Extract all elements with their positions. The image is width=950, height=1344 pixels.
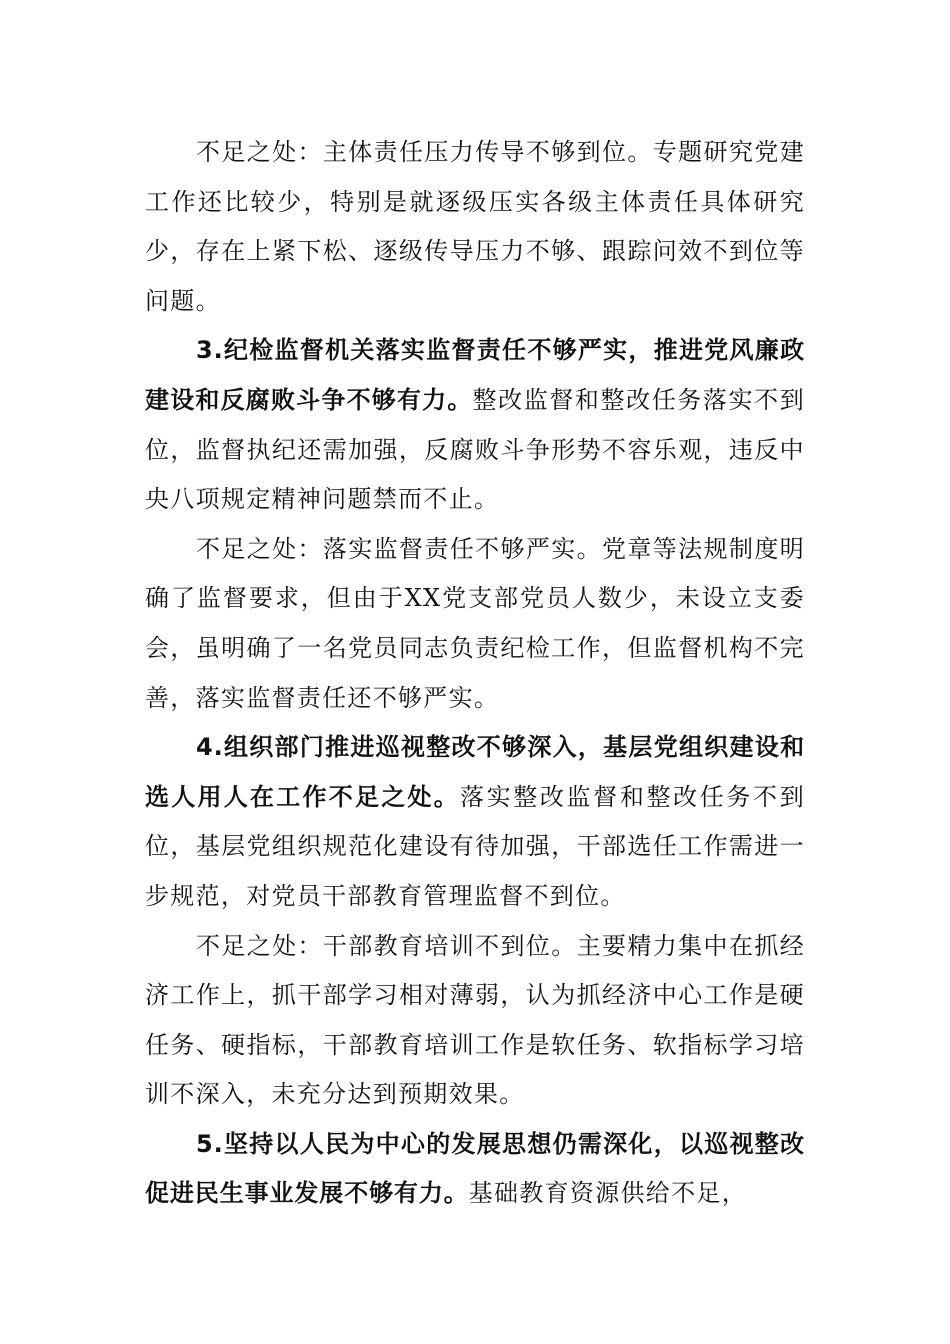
paragraph-item-3 bbox=[145, 326, 805, 524]
paragraph-text: 不足之处：主体责任压力传导不够到位。专题研究党建工作还比较少，特别是就逐级压实各级主体责任具体研究少，存在上紧下松、逐级传导压力不够、跟踪问效不到位等问题。 bbox=[145, 138, 805, 315]
paragraph-item-4 bbox=[145, 723, 805, 921]
paragraph-heading: 5.坚持以人民为中心的发展思想仍需深化，以巡视整改促进民生事业发展不够有力。 bbox=[145, 1129, 805, 1208]
paragraph-text: 不足之处：干部教育培训不到位。主要精力集中在抓经济工作上，抓干部学习相对薄弱，认为抓经济中心工作是硬任务、硬指标，干部教育培训工作是软任务、软指标学习培训不深入，未充分达到预期效果。 bbox=[145, 931, 805, 1109]
paragraph-heading: 4.组织部门推进巡视整改不够深入，基层党组织建设和选人用人在工作不足之处。 bbox=[145, 733, 805, 811]
paragraph-text: 基础教育资源供给不足， bbox=[468, 1179, 748, 1208]
paragraph-heading: 3.纪检监督机关落实监督责任不够严实，推进党风廉政建设和反腐败斗争不够有力。 bbox=[145, 336, 805, 414]
document-page bbox=[145, 128, 805, 1219]
paragraph-item-5 bbox=[145, 1120, 805, 1219]
paragraph-text: 落实整改监督和整改任务不到位，基层党组织规范化建设有待加强，干部选任工作需进一步规范，对党员干部教育管理监督不到位。 bbox=[145, 782, 805, 910]
paragraph-shortcoming-responsibility bbox=[145, 128, 805, 326]
paragraph-text: 不足之处：落实监督责任不够严实。党章等法规制度明确了监督要求，但由于XX党支部党员人数少，未设立支委会，虽明确了一名党员同志负责纪检工作，但监督机构不完善，落实监督责任还不够严实。 bbox=[145, 534, 805, 712]
paragraph-shortcoming-training bbox=[145, 922, 805, 1120]
paragraph-text: 整改监督和整改任务落实不到位，监督执纪还需加强，反腐败斗争形势不容乐观，违反中央八项规定精神问题禁而不止。 bbox=[145, 385, 805, 514]
paragraph-shortcoming-supervision bbox=[145, 525, 805, 723]
